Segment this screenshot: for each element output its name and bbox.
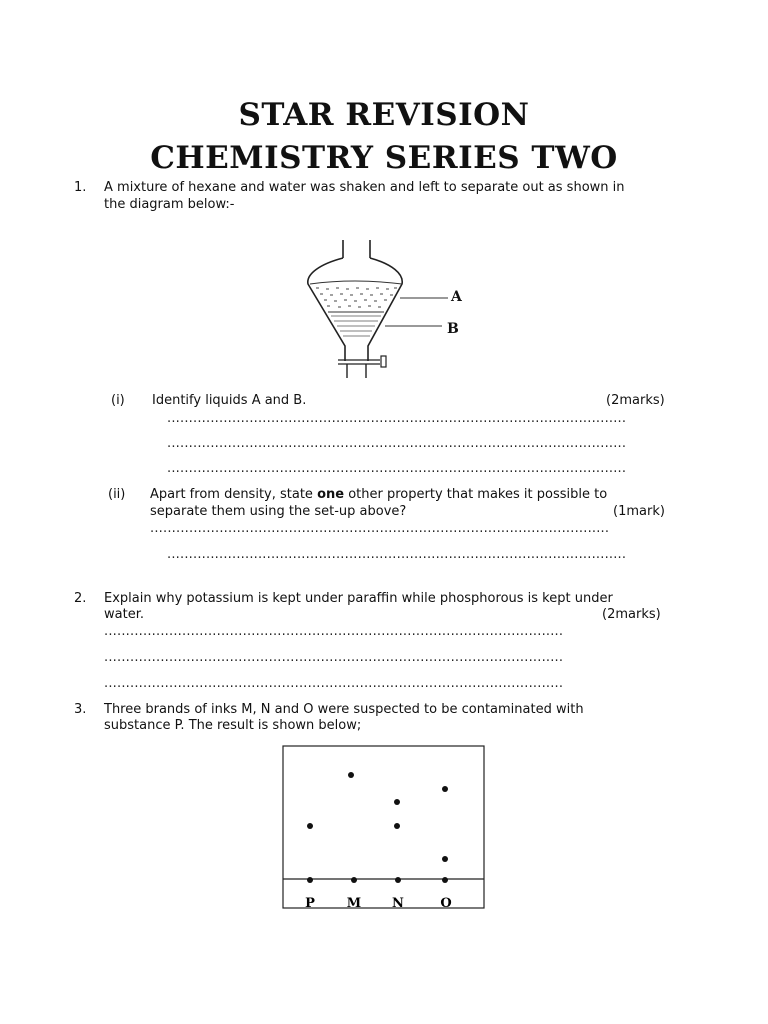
liquid-a-layer <box>316 288 397 307</box>
emphasis-word: one <box>317 487 345 502</box>
answer-line[interactable]: .......................................................................................................... <box>167 547 627 562</box>
page-title-line2: CHEMISTRY SERIES TWO <box>150 140 618 176</box>
part-text: Identify liquids A and B. <box>152 393 307 408</box>
question-text: A mixture of hexane and water was shaken and left to separate out as shown in <box>104 180 625 195</box>
spot-o <box>442 856 448 862</box>
chromatogram <box>282 745 486 911</box>
spot-p <box>307 823 313 829</box>
part-text: separate them using the set-up above? <box>150 504 407 519</box>
part-text: Apart from density, state one other property that makes it possible to <box>150 487 608 502</box>
question-text: substance P. The result is shown below; <box>104 718 362 733</box>
answer-line[interactable]: .......................................................................................................... <box>104 650 564 665</box>
question-text: water. <box>104 607 144 622</box>
answer-line[interactable]: .......................................................................................................... <box>150 521 610 536</box>
question-number: 3. <box>74 702 87 717</box>
answer-line[interactable]: .......................................................................................................... <box>104 624 564 639</box>
marks-label: (1mark) <box>613 504 665 519</box>
chromatogram-paper <box>283 746 484 908</box>
spot-p-origin <box>307 877 313 883</box>
question-text: the diagram below:- <box>104 197 235 212</box>
question-text: Explain why potassium is kept under paraffin while phosphorous is kept under <box>104 591 613 606</box>
marks-label: (2marks) <box>602 607 661 622</box>
question-number: 2. <box>74 591 87 606</box>
part-numeral: (ii) <box>108 487 126 502</box>
liquid-b-layer <box>331 316 381 336</box>
page-title-line1: STAR REVISION <box>238 97 530 133</box>
question-text: Three brands of inks M, N and O were suspected to be contaminated with <box>104 702 584 717</box>
answer-line[interactable]: .......................................................................................................... <box>167 411 627 426</box>
spot-m <box>348 772 354 778</box>
question-number: 1. <box>74 180 87 195</box>
part-numeral: (i) <box>111 393 125 408</box>
spot-o <box>442 786 448 792</box>
lane-label: N <box>392 896 404 911</box>
answer-line[interactable]: .......................................................................................................... <box>167 436 627 451</box>
lane-label: M <box>346 896 362 911</box>
label-a: A <box>451 289 462 305</box>
separating-funnel-diagram <box>300 236 480 384</box>
label-b: B <box>447 321 459 337</box>
spot-n-origin <box>395 877 401 883</box>
answer-line[interactable]: .......................................................................................................... <box>104 676 564 691</box>
spot-m-origin <box>351 877 357 883</box>
lane-label: P <box>305 896 315 911</box>
spot-o-origin <box>442 877 448 883</box>
spot-n <box>394 799 400 805</box>
spot-n <box>394 823 400 829</box>
lane-label: O <box>440 896 452 911</box>
answer-line[interactable]: .......................................................................................................... <box>167 461 627 476</box>
marks-label: (2marks) <box>606 393 665 408</box>
